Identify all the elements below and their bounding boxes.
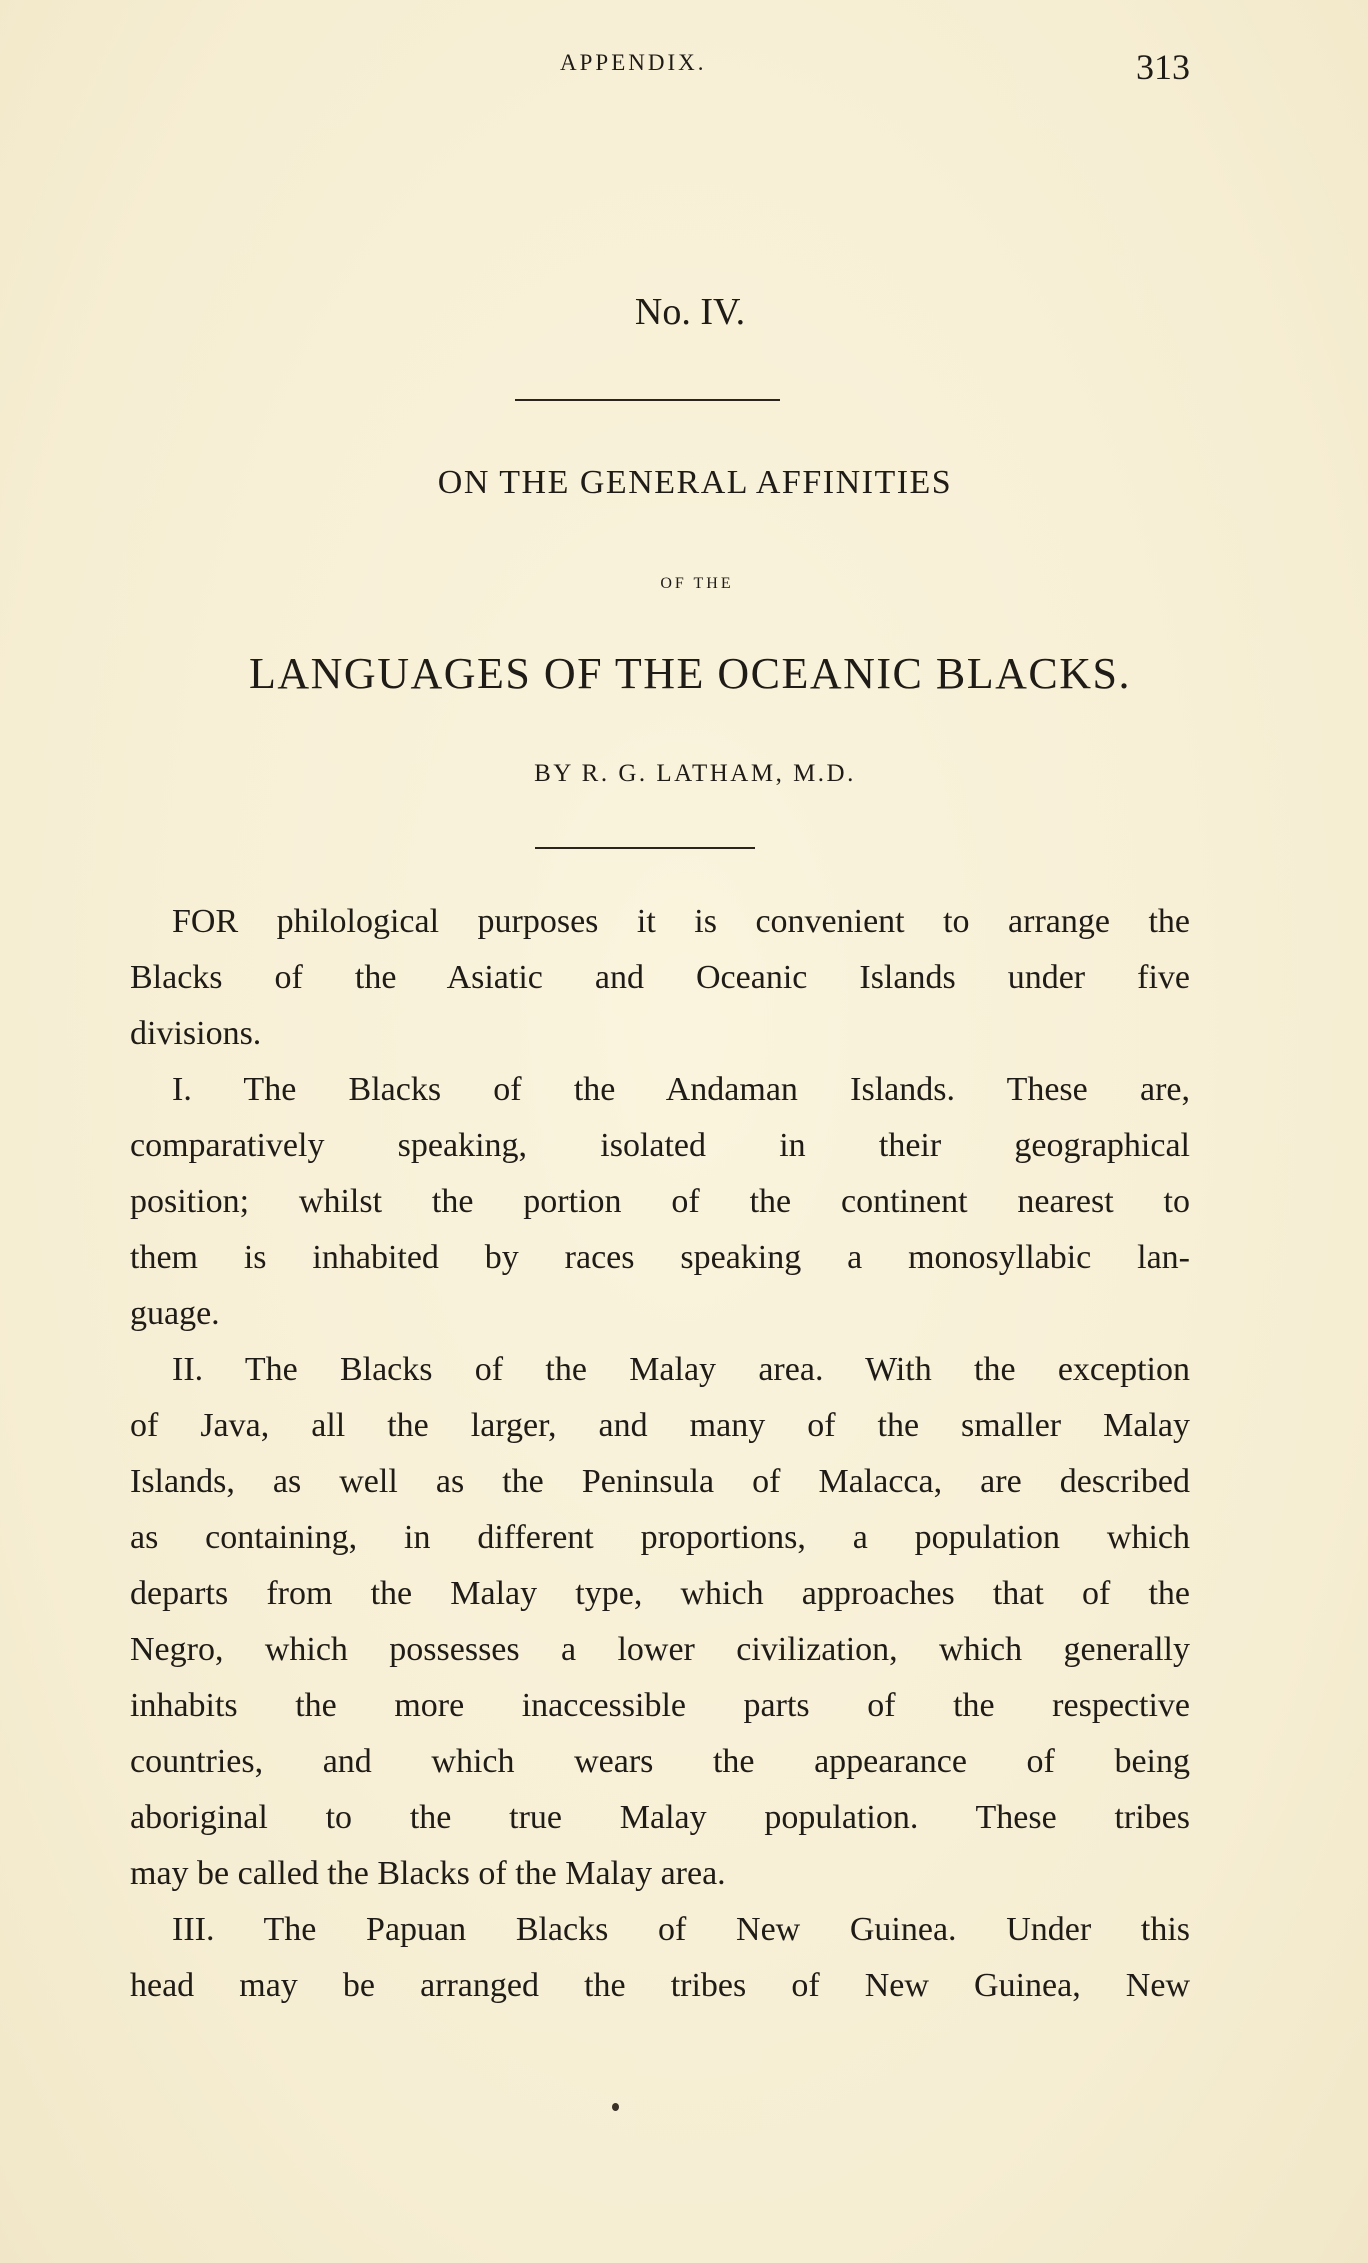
- body-line: of Java, all the larger, and many of the smaller Malay: [130, 1407, 1190, 1444]
- ink-speck: [612, 2103, 619, 2111]
- body-line: may be called the Blacks of the Malay area.: [130, 1855, 726, 1892]
- body-line: them is inhabited by races speaking a monosyllabic lan-: [130, 1239, 1190, 1276]
- article-title-line-1: ON THE GENERAL AFFINITIES: [437, 464, 953, 501]
- body-line: guage.: [130, 1295, 220, 1332]
- body-line: III. The Papuan Blacks of New Guinea. Under this: [172, 1911, 1190, 1948]
- body-line: I. The Blacks of the Andaman Islands. These are,: [172, 1071, 1190, 1108]
- running-title: APPENDIX.: [560, 50, 707, 75]
- body-line: aboriginal to the true Malay population. These tribes: [130, 1799, 1190, 1836]
- body-line: as containing, in different proportions, a population which: [130, 1519, 1190, 1556]
- body-line: position; whilst the portion of the continent nearest to: [130, 1183, 1190, 1220]
- body-line: divisions.: [130, 1015, 262, 1052]
- body-line: II. The Blacks of the Malay area. With the exception: [172, 1351, 1190, 1388]
- divider-rule-top: [515, 399, 780, 401]
- body-line: Blacks of the Asiatic and Oceanic Islands under five: [130, 959, 1190, 996]
- author-byline: BY R. G. LATHAM, M.D.: [534, 760, 856, 787]
- body-line: Negro, which possesses a lower civilization, which generally: [130, 1631, 1190, 1668]
- section-number: No. IV.: [634, 291, 746, 333]
- body-line: comparatively speaking, isolated in their geographical: [130, 1127, 1190, 1164]
- body-line: inhabits the more inaccessible parts of the respective: [130, 1687, 1190, 1724]
- body-line: head may be arranged the tribes of New Guinea, New: [130, 1967, 1190, 2004]
- article-title-line-2: LANGUAGES OF THE OCEANIC BLACKS.: [248, 649, 1131, 698]
- body-line: FOR philological purposes it is convenient to arrange the: [172, 903, 1190, 940]
- divider-rule-bottom: [535, 847, 755, 849]
- page-number: 313: [1136, 47, 1190, 87]
- body-line: Islands, as well as the Peninsula of Malacca, are described: [130, 1463, 1190, 1500]
- body-line: countries, and which wears the appearance of being: [130, 1743, 1190, 1780]
- article-title-connector: OF THE: [660, 575, 734, 592]
- body-line: departs from the Malay type, which approaches that of the: [130, 1575, 1190, 1612]
- running-head: [130, 47, 1190, 90]
